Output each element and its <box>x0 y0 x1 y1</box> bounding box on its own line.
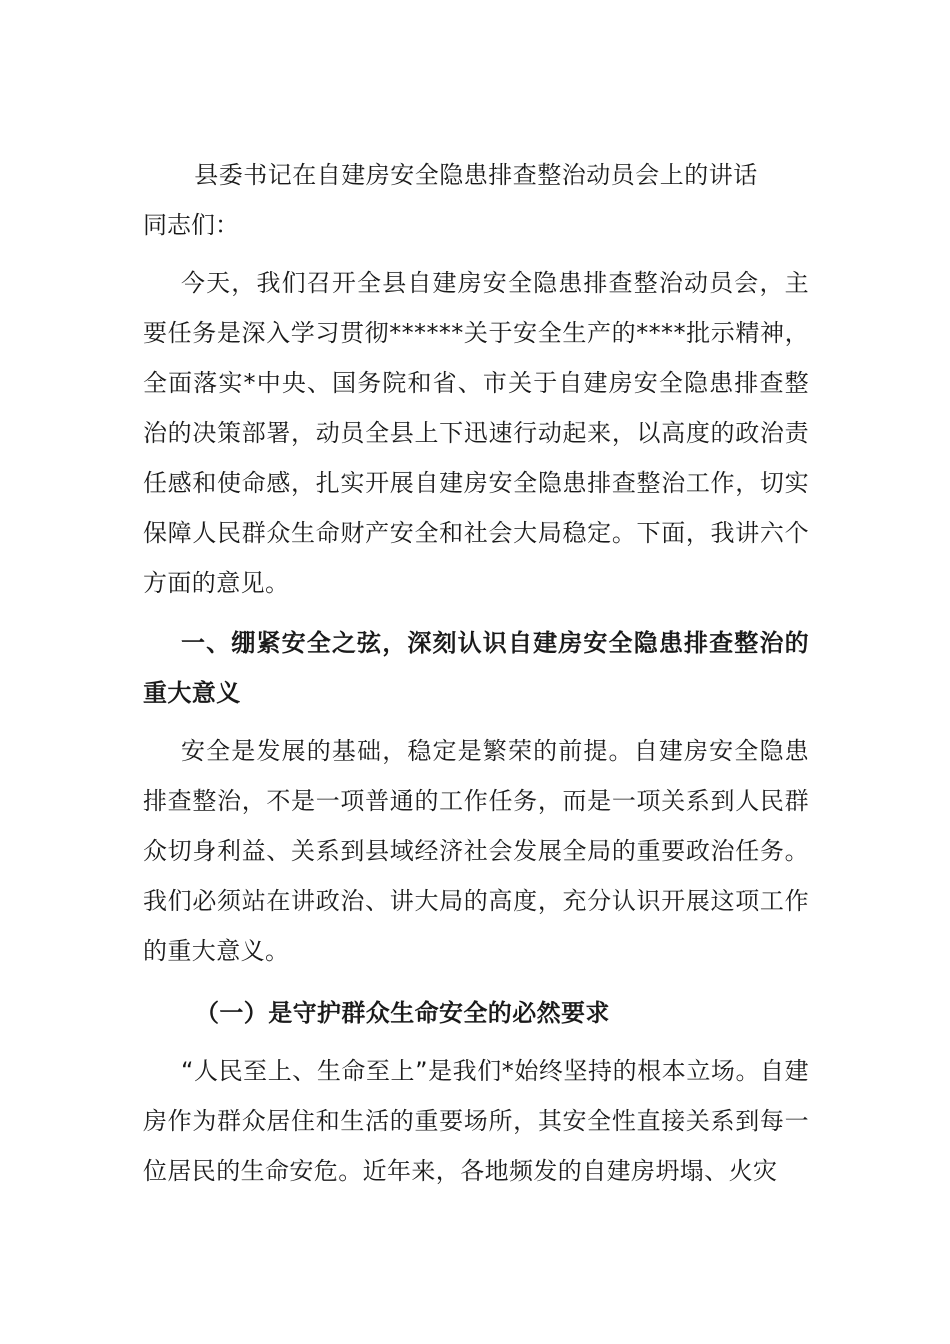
subsection-heading-1: （一）是守护群众生命安全的必然要求 <box>195 999 610 1027</box>
salutation: 同志们： <box>143 211 239 239</box>
section-1-paragraph: 安全是发展的基础，稳定是繁荣的前提。自建房安全隐患排查整治，不是一项普通的工作任务，而是一项关系到人民群众切身利益、关系到县域经济社会发展全局的重要政治任务。我们必须站在讲政治、讲大局的高度，充分认识开展这项工作的重大意义。 <box>143 737 809 965</box>
document-title: 县委书记在自建房安全隐患排查整治动员会上的讲话 <box>194 161 758 189</box>
subsection-1-paragraph: “人民至上、生命至上”是我们*始终坚持的根本立场。自建房作为群众居住和生活的重要场所，其安全性直接关系到每一位居民的生命安危。近年来，各地频发的自建房坍塌、火灾 <box>143 1057 809 1185</box>
document-content <box>143 150 809 1206</box>
section-heading-1: 一、绷紧安全之弦，深刻认识自建房安全隐患排查整治的重大意义 <box>143 629 809 707</box>
intro-paragraph: 今天，我们召开全县自建房安全隐患排查整治动员会，主要任务是深入学习贯彻******关于安全生产的****批示精神，全面落实*中央、国务院和省、市关于自建房安全隐患排查整治的决策部署，动员全县上下迅速行动起来，以高度的政治责任感和使命感，扎实开展自建房安全隐患排查整治工作，切实保障人民群众生命财产安全和社会大局稳定。下面，我讲六个方面的意见。 <box>143 269 809 597</box>
